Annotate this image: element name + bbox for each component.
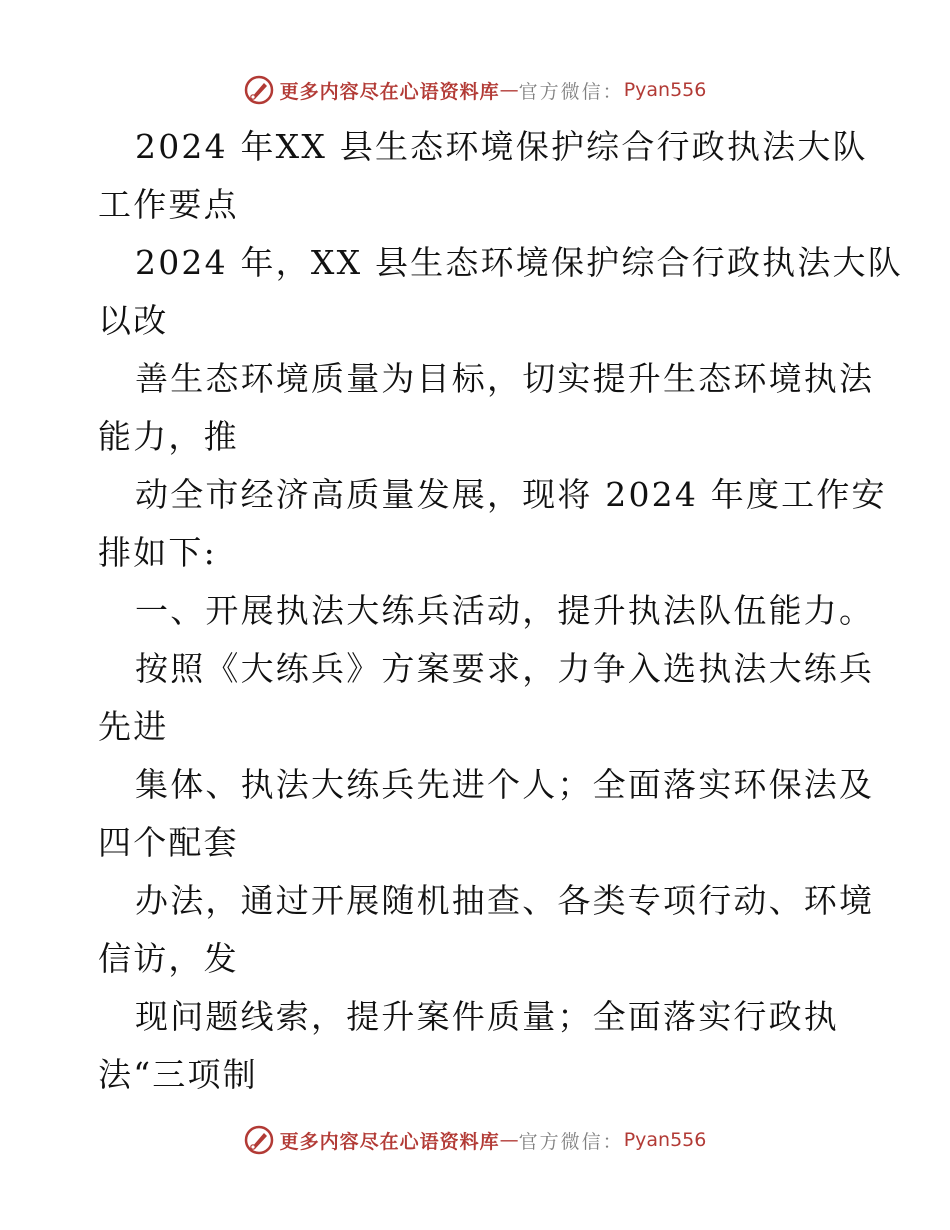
text-line: 2024 年XX 县生态环境保护综合行政执法大队 [135, 127, 868, 166]
text-line: 法“三项制 [98, 1055, 258, 1094]
watermark-wechat-id: Pyan556 [623, 79, 707, 101]
pen-logo-icon [244, 1125, 274, 1155]
pen-logo-icon [244, 75, 274, 105]
watermark-site-text: 更多内容尽在心语资料库 [279, 1130, 500, 1153]
watermark-wechat-label: 官方微信： [518, 1130, 624, 1153]
text-line: 按照《大练兵》方案要求，力争入选执法大练兵 [135, 649, 875, 688]
text-line: 信访，发 [98, 939, 239, 978]
text-line: 排如下: [98, 533, 217, 572]
watermark-dash: — [499, 1129, 519, 1151]
text-line: 善生态环境质量为目标，切实提升生态环境执法 [135, 359, 875, 398]
text-line: 以改 [98, 301, 169, 340]
text-line: 先进 [98, 707, 169, 746]
text-line: 工作要点 [98, 185, 239, 224]
document-body [98, 118, 903, 1104]
text-line: 能力，推 [98, 417, 239, 456]
text-line: 四个配套 [98, 823, 239, 862]
watermark-site-text: 更多内容尽在心语资料库 [279, 80, 500, 103]
text-line: 现问题线索，提升案件质量；全面落实行政执 [135, 997, 839, 1036]
header-watermark [0, 70, 950, 110]
watermark-wechat-label: 官方微信： [518, 80, 624, 103]
text-line: 2024 年，XX 县生态环境保护综合行政执法大队 [135, 243, 903, 282]
text-line: 集体、执法大练兵先进个人；全面落实环保法及 [135, 765, 875, 804]
text-line: 动全市经济高质量发展，现将 2024 年度工作安 [135, 475, 887, 514]
text-line: 办法，通过开展随机抽查、各类专项行动、环境 [135, 881, 875, 920]
watermark-wechat-id: Pyan556 [623, 1129, 707, 1151]
footer-watermark [0, 1120, 950, 1160]
text-line: 一、开展执法大练兵活动，提升执法队伍能力。 [135, 591, 875, 630]
watermark-dash: — [499, 79, 519, 101]
